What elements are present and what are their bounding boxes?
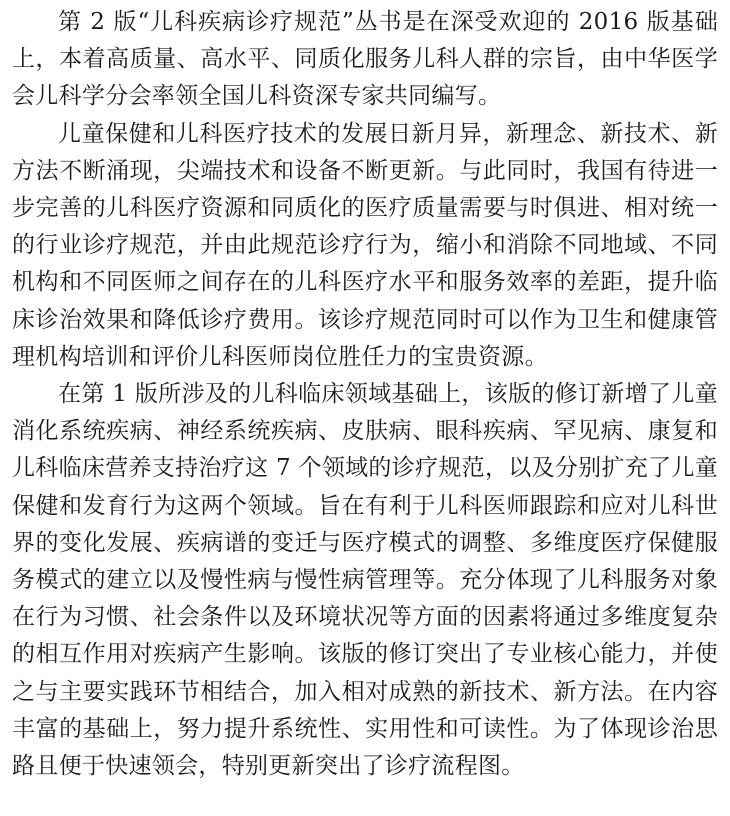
paragraph-3: 在第 1 版所涉及的儿科临床领域基础上，该版的修订新增了儿童消化系统疾病、神经系统疾病、皮肤病、眼科疾病、罕见病、康复和儿科临床营养支持治疗这 7 个领域的诊疗规范，以及分别扩充了儿童保健和发育行为这两个领域。旨在有利于儿科医师跟踪和应对儿科世界的变化发展、疾病谱的变迁与医疗模式的调整、多维度医疗保健服务模式的建立以及慢性病与慢性病管理等。充分体现了儿科服务对象在行为习惯、社会条件以及环境状况等方面的因素将通过多维度复杂的相互作用对疾病产生影响。该版的修订突出了专业核心能力，并使之与主要实践环节相结合，加入相对成熟的新技术、新方法。在内容丰富的基础上，努力提升系统性、实用性和可读性。为了体现诊治思路且便于快速领会，特别更新突出了诊疗流程图。 [12, 381, 718, 780]
paragraph-2: 儿童保健和儿科医疗技术的发展日新月异，新理念、新技术、新方法不断涌现，尖端技术和设备不断更新。与此同时，我国有待进一步完善的儿科医疗资源和同质化的医疗质量需要与时俱进、相对统一的行业诊疗规范，并由此规范诊疗行为，缩小和消除不同地域、不同机构和不同医师之间存在的儿科医疗水平和服务效率的差距，提升临床诊治效果和降低诊疗费用。该诊疗规范同时可以作为卫生和健康管理机构培训和评价儿科医师岗位胜任力的宝贵资源。 [12, 120, 718, 370]
paragraph-1: 第 2 版“儿科疾病诊疗规范”丛书是在深受欢迎的 2016 版基础上，本着高质量、高水平、同质化服务儿科人群的宗旨，由中华医学会儿科学分会率领全国儿科资深专家共同编写。 [12, 9, 718, 110]
